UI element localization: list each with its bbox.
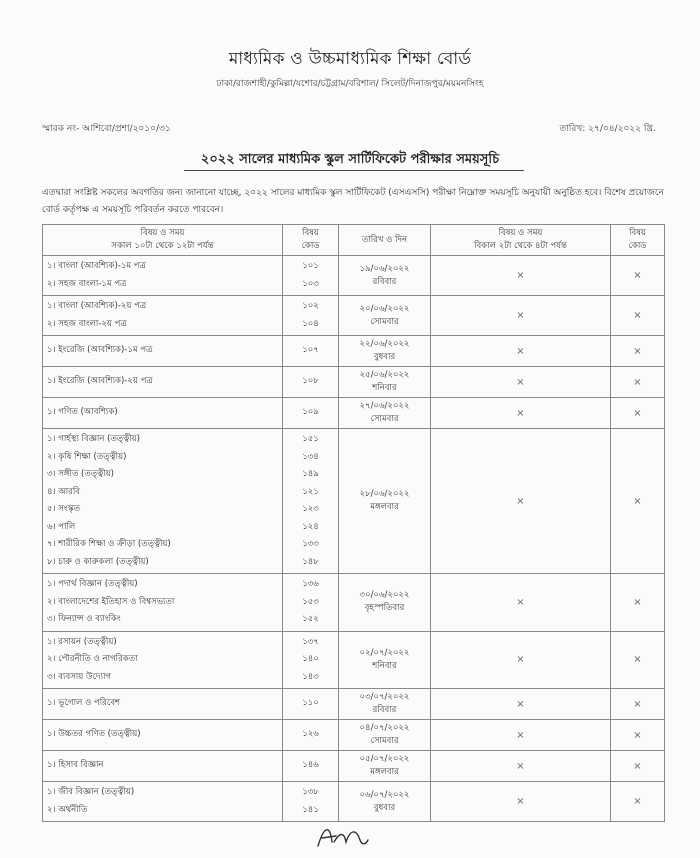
code-cell (283, 631, 339, 689)
subject-cell (43, 398, 283, 429)
board-name: মাধ্যমিক ও উচ্চমাধ্যমিক শিক্ষা বোর্ড (228, 49, 472, 69)
code-cell (283, 782, 339, 822)
schedule-row (43, 689, 665, 720)
code-cell (283, 574, 339, 632)
table-header-row (43, 225, 665, 256)
no-code-cross: × (633, 596, 642, 608)
header-subject-label: বিষয় ও সময় (140, 228, 185, 238)
afternoon-cell (431, 398, 611, 429)
date-cell (339, 429, 431, 574)
exam-date: ২৮/০৬/২০২২ (359, 489, 410, 499)
subject-name: ১। গণিত (আবশ্যিক) (47, 407, 118, 418)
exam-day: সোমবার (370, 316, 399, 327)
subject-code: ১৪৩ (302, 671, 319, 682)
subject-name: ১। গার্হস্থ্য বিজ্ঞান (তত্ত্বীয়) (47, 434, 140, 444)
header-morning-time: সকাল ১০টা থেকে ১২টা পর্যন্ত (111, 241, 214, 251)
no-exam-cross: × (516, 729, 525, 741)
exam-date: ০৪/০৭/২০২২ (359, 723, 410, 733)
subject-code: ১৫১ (302, 434, 319, 444)
subject-name: ১। ইংরেজি (আবশ্যিক)-২য় পত্র (47, 376, 153, 387)
no-code-cross: × (633, 495, 642, 507)
no-exam-cross: × (516, 270, 525, 281)
subject-name: ৭। শারীরিক শিক্ষা ও ক্রীড়া (তত্ত্বীয়) (47, 539, 171, 549)
afternoon-code-cell (611, 751, 665, 782)
exam-date: ২০/০৬/২০২২ (359, 303, 410, 314)
memo-number: স্মারক নং- আশিবো/প্রশা/২০১০/৩১ (42, 124, 171, 134)
subject-code: ১৪১ (302, 804, 319, 815)
subject-cell (43, 689, 283, 720)
header-code (283, 225, 339, 256)
subject-name: ১। জীব বিজ্ঞান (তত্ত্বীয়) (47, 787, 135, 797)
code-cell (283, 367, 339, 398)
afternoon-cell (431, 367, 611, 398)
afternoon-cell (431, 631, 611, 689)
subject-name: ১। ভূগোল ও পরিবেশ (47, 698, 121, 709)
no-code-cross: × (633, 729, 642, 741)
subject-code: ১৩৩ (302, 539, 319, 549)
no-code-cross: × (633, 270, 642, 281)
exam-day: বুধবার (373, 352, 396, 362)
subject-cell (43, 429, 283, 574)
subject-name: ২। সহজ বাংলা-১ম পত্র (47, 278, 127, 289)
exam-day: বৃহস্পতিবার (364, 603, 405, 614)
no-exam-cross: × (516, 654, 525, 666)
schedule-row (43, 574, 665, 632)
afternoon-code-cell (611, 720, 665, 751)
exam-date: ০৬/০৭/২০২২ (359, 789, 410, 800)
exam-date: ০২/০৭/২০২২ (359, 647, 410, 658)
code-cell (283, 256, 339, 296)
document-title: ২০২২ সালের মাধ্যমিক স্কুল সার্টিফিকেট পরীক্ষার সময়সূচি (200, 152, 500, 167)
afternoon-cell (431, 336, 611, 367)
subject-cell (43, 720, 283, 751)
date-cell (339, 398, 431, 429)
header-code-label: বিষয় (302, 228, 319, 238)
header-afternoon-code (611, 225, 665, 256)
afternoon-cell (431, 751, 611, 782)
exam-date: ৩০/০৬/২০২২ (359, 590, 410, 601)
subject-code: ১৩৬ (302, 579, 319, 589)
exam-day: মঙ্গলবার (370, 502, 399, 512)
date-cell (339, 689, 431, 720)
subject-name: ৩। ব্যবসায় উদ্যোগ (47, 671, 111, 682)
schedule-row (43, 631, 665, 689)
exam-day: সোমবার (370, 414, 399, 424)
exam-date: ০৫/০৭/২০২২ (359, 754, 410, 764)
schedule-row (43, 256, 665, 296)
schedule-row (43, 296, 665, 336)
header-afternoon-time: বিকাল ২টা থেকে ৪টা পর্যন্ত (474, 241, 567, 251)
no-exam-cross: × (516, 698, 525, 710)
date-cell (339, 574, 431, 632)
no-exam-cross: × (516, 407, 525, 419)
code-cell (283, 296, 339, 336)
date-cell (339, 367, 431, 398)
schedule-row (43, 720, 665, 751)
subject-cell (43, 782, 283, 822)
date-cell (339, 256, 431, 296)
subject-name: ১। ইংরেজি (আবশ্যিক)-১ম পত্র (47, 345, 153, 356)
subject-code: ১০২ (302, 301, 319, 311)
subject-name: ৫। সংস্কৃত (47, 504, 81, 514)
afternoon-code-cell (611, 256, 665, 296)
code-cell (283, 398, 339, 429)
afternoon-cell (431, 256, 611, 296)
afternoon-code-cell (611, 689, 665, 720)
no-code-cross: × (633, 796, 642, 807)
subject-cell (43, 256, 283, 296)
date-cell (339, 782, 431, 822)
code-cell (283, 751, 339, 782)
schedule-row (43, 782, 665, 822)
header-subject (43, 225, 283, 256)
subject-cell (43, 336, 283, 367)
afternoon-code-cell (611, 429, 665, 574)
subject-name: ১। উচ্চতর গণিত (তত্ত্বীয়) (47, 729, 141, 740)
subject-cell (43, 574, 283, 632)
exam-day: বুধবার (373, 802, 396, 813)
subject-name: ১। হিসাব বিজ্ঞান (47, 760, 104, 771)
header-afternoon-label: বিষয় ও সময় (498, 228, 543, 238)
no-code-cross: × (633, 698, 642, 710)
afternoon-cell (431, 689, 611, 720)
no-code-cross: × (633, 407, 642, 419)
exam-date: ১৯/০৬/২০২২ (359, 263, 410, 274)
subject-code: ১৪৬ (302, 760, 319, 771)
subject-code: ১৫২ (302, 614, 319, 624)
subject-code: ১০৪ (302, 318, 319, 329)
subject-code: ১৪০ (302, 654, 319, 664)
afternoon-cell (431, 720, 611, 751)
exam-date: ২২/০৬/২০২২ (359, 339, 410, 349)
subject-code: ১০৯ (302, 407, 319, 418)
subject-code: ১৫৩ (302, 596, 319, 607)
subject-code: ১২৩ (302, 504, 319, 514)
exam-day: রবিবার (372, 705, 397, 715)
exam-day: সোমবার (370, 736, 399, 746)
header-aft-code-sub: কোড (628, 241, 647, 251)
schedule-row (43, 751, 665, 782)
exam-date: ২৭/০৬/২০২২ (359, 401, 410, 411)
header-aft-code-label: বিষয় (629, 228, 646, 238)
subject-code: ১০৮ (302, 376, 319, 387)
subject-code: ১৪৯ (302, 469, 319, 479)
subject-cell (43, 367, 283, 398)
subject-code: ১৩৮ (302, 787, 319, 797)
subject-code: ১০৩ (302, 278, 319, 289)
subject-name: ৪। আরবি (47, 486, 81, 497)
no-exam-cross: × (516, 310, 525, 321)
exam-date: ২৫/০৬/২০২২ (359, 370, 410, 380)
code-cell (283, 720, 339, 751)
exam-day: রবিবার (372, 276, 397, 287)
no-code-cross: × (633, 376, 642, 388)
subject-name: ৬। পালি (47, 521, 76, 532)
no-exam-cross: × (516, 495, 525, 507)
date-cell (339, 720, 431, 751)
subject-name: ২। কৃষি শিক্ষা (তত্ত্বীয়) (47, 451, 127, 462)
no-code-cross: × (633, 310, 642, 321)
code-cell (283, 689, 339, 720)
subject-name: ২। পৌরনীতি ও নাগরিকতা (47, 654, 138, 664)
schedule-row (43, 398, 665, 429)
schedule-row (43, 367, 665, 398)
subject-name: ২। অর্থনীতি (47, 804, 88, 815)
schedule-row (43, 429, 665, 574)
schedule-table (42, 224, 665, 822)
document-date: তারিখ: ২৭/০৪/২০২২ খ্রি. (559, 124, 656, 134)
no-exam-cross: × (516, 796, 525, 807)
subject-code: ১৩৪ (302, 451, 319, 462)
subject-code: ১১০ (302, 698, 319, 709)
subject-cell (43, 296, 283, 336)
afternoon-code-cell (611, 631, 665, 689)
title-underline (184, 170, 524, 171)
date-cell (339, 631, 431, 689)
exam-date: ০৩/০৭/২০২২ (359, 692, 410, 702)
subject-name: ৩। ফিন্যান্স ও ব্যাংকিং (47, 614, 121, 624)
afternoon-code-cell (611, 296, 665, 336)
subject-code: ১২৬ (302, 729, 319, 740)
subject-cell (43, 751, 283, 782)
header-afternoon (431, 225, 611, 256)
subject-name: ২। সহজ বাংলা-২য় পত্র (47, 318, 127, 329)
afternoon-cell (431, 296, 611, 336)
afternoon-cell (431, 782, 611, 822)
no-code-cross: × (633, 654, 642, 666)
no-code-cross: × (633, 760, 642, 772)
subject-code: ১৩৭ (302, 636, 319, 647)
subject-name: ১। বাংলা (আবশ্যিক)-২য় পত্র (47, 301, 147, 311)
afternoon-code-cell (611, 336, 665, 367)
no-exam-cross: × (516, 596, 525, 608)
subject-name: ৮। চারু ও কারুকলা (তত্ত্বীয়) (47, 556, 149, 567)
schedule-body (43, 256, 665, 822)
subject-code: ১০১ (302, 261, 319, 271)
schedule-row (43, 336, 665, 367)
date-cell (339, 336, 431, 367)
no-exam-cross: × (516, 760, 525, 772)
afternoon-cell (431, 429, 611, 574)
header-code-sub: কোড (301, 241, 320, 251)
exam-day: শনিবার (372, 660, 397, 671)
afternoon-code-cell (611, 574, 665, 632)
subject-code: ১০৭ (302, 345, 319, 356)
code-cell (283, 429, 339, 574)
exam-day: মঙ্গলবার (370, 767, 399, 777)
subject-name: ১। পদার্থ বিজ্ঞান (তত্ত্বীয়) (47, 579, 138, 589)
exam-day: শনিবার (372, 383, 397, 393)
no-exam-cross: × (516, 345, 525, 357)
afternoon-code-cell (611, 398, 665, 429)
afternoon-code-cell (611, 367, 665, 398)
code-cell (283, 336, 339, 367)
subject-code: ১৪৮ (302, 556, 319, 567)
date-cell (339, 296, 431, 336)
afternoon-code-cell (611, 782, 665, 822)
intro-paragraph: এতদ্বারা সংশ্লিষ্ট সকলের অবগতির জন্য জানানো যাচ্ছে, ২০২২ সালের মাধ্যমিক স্কুল সার্টিফিকেট (এসএসসি) পরীক্ষা নিম্নোক্ত সময়সূচি অনুযায়ী অনুষ্ঠিত হবে। বিশেষ প্রয়োজনে বোর্ড কর্তৃপক্ষ এ সময়সূচি পরিবর্তন করতে পারবেন। (42, 188, 664, 215)
no-code-cross: × (633, 345, 642, 357)
subject-code: ১২১ (302, 486, 319, 497)
signature-mark (310, 820, 370, 852)
subject-name: ২। বাংলাদেশের ইতিহাস ও বিশ্বসভ্যতা (47, 596, 175, 607)
subject-name: ১। রসায়ন (তত্ত্বীয়) (47, 636, 117, 647)
date-cell (339, 751, 431, 782)
board-cities: ঢাকা/রাজশাহী/কুমিল্লা/যশোর/চট্টগ্রাম/বরিশাল/ সিলেট/দিনাজপুর/ময়মনসিংহ (216, 79, 484, 89)
subject-name: ১। বাংলা (আবশ্যিক)-১ম পত্র (47, 261, 146, 271)
no-exam-cross: × (516, 376, 525, 388)
subject-name: ৩। সঙ্গীত (তত্ত্বীয়) (47, 469, 114, 479)
subject-cell (43, 631, 283, 689)
afternoon-cell (431, 574, 611, 632)
header-date: তারিখ ও দিন (339, 225, 431, 256)
subject-code: ১২৪ (302, 521, 319, 532)
